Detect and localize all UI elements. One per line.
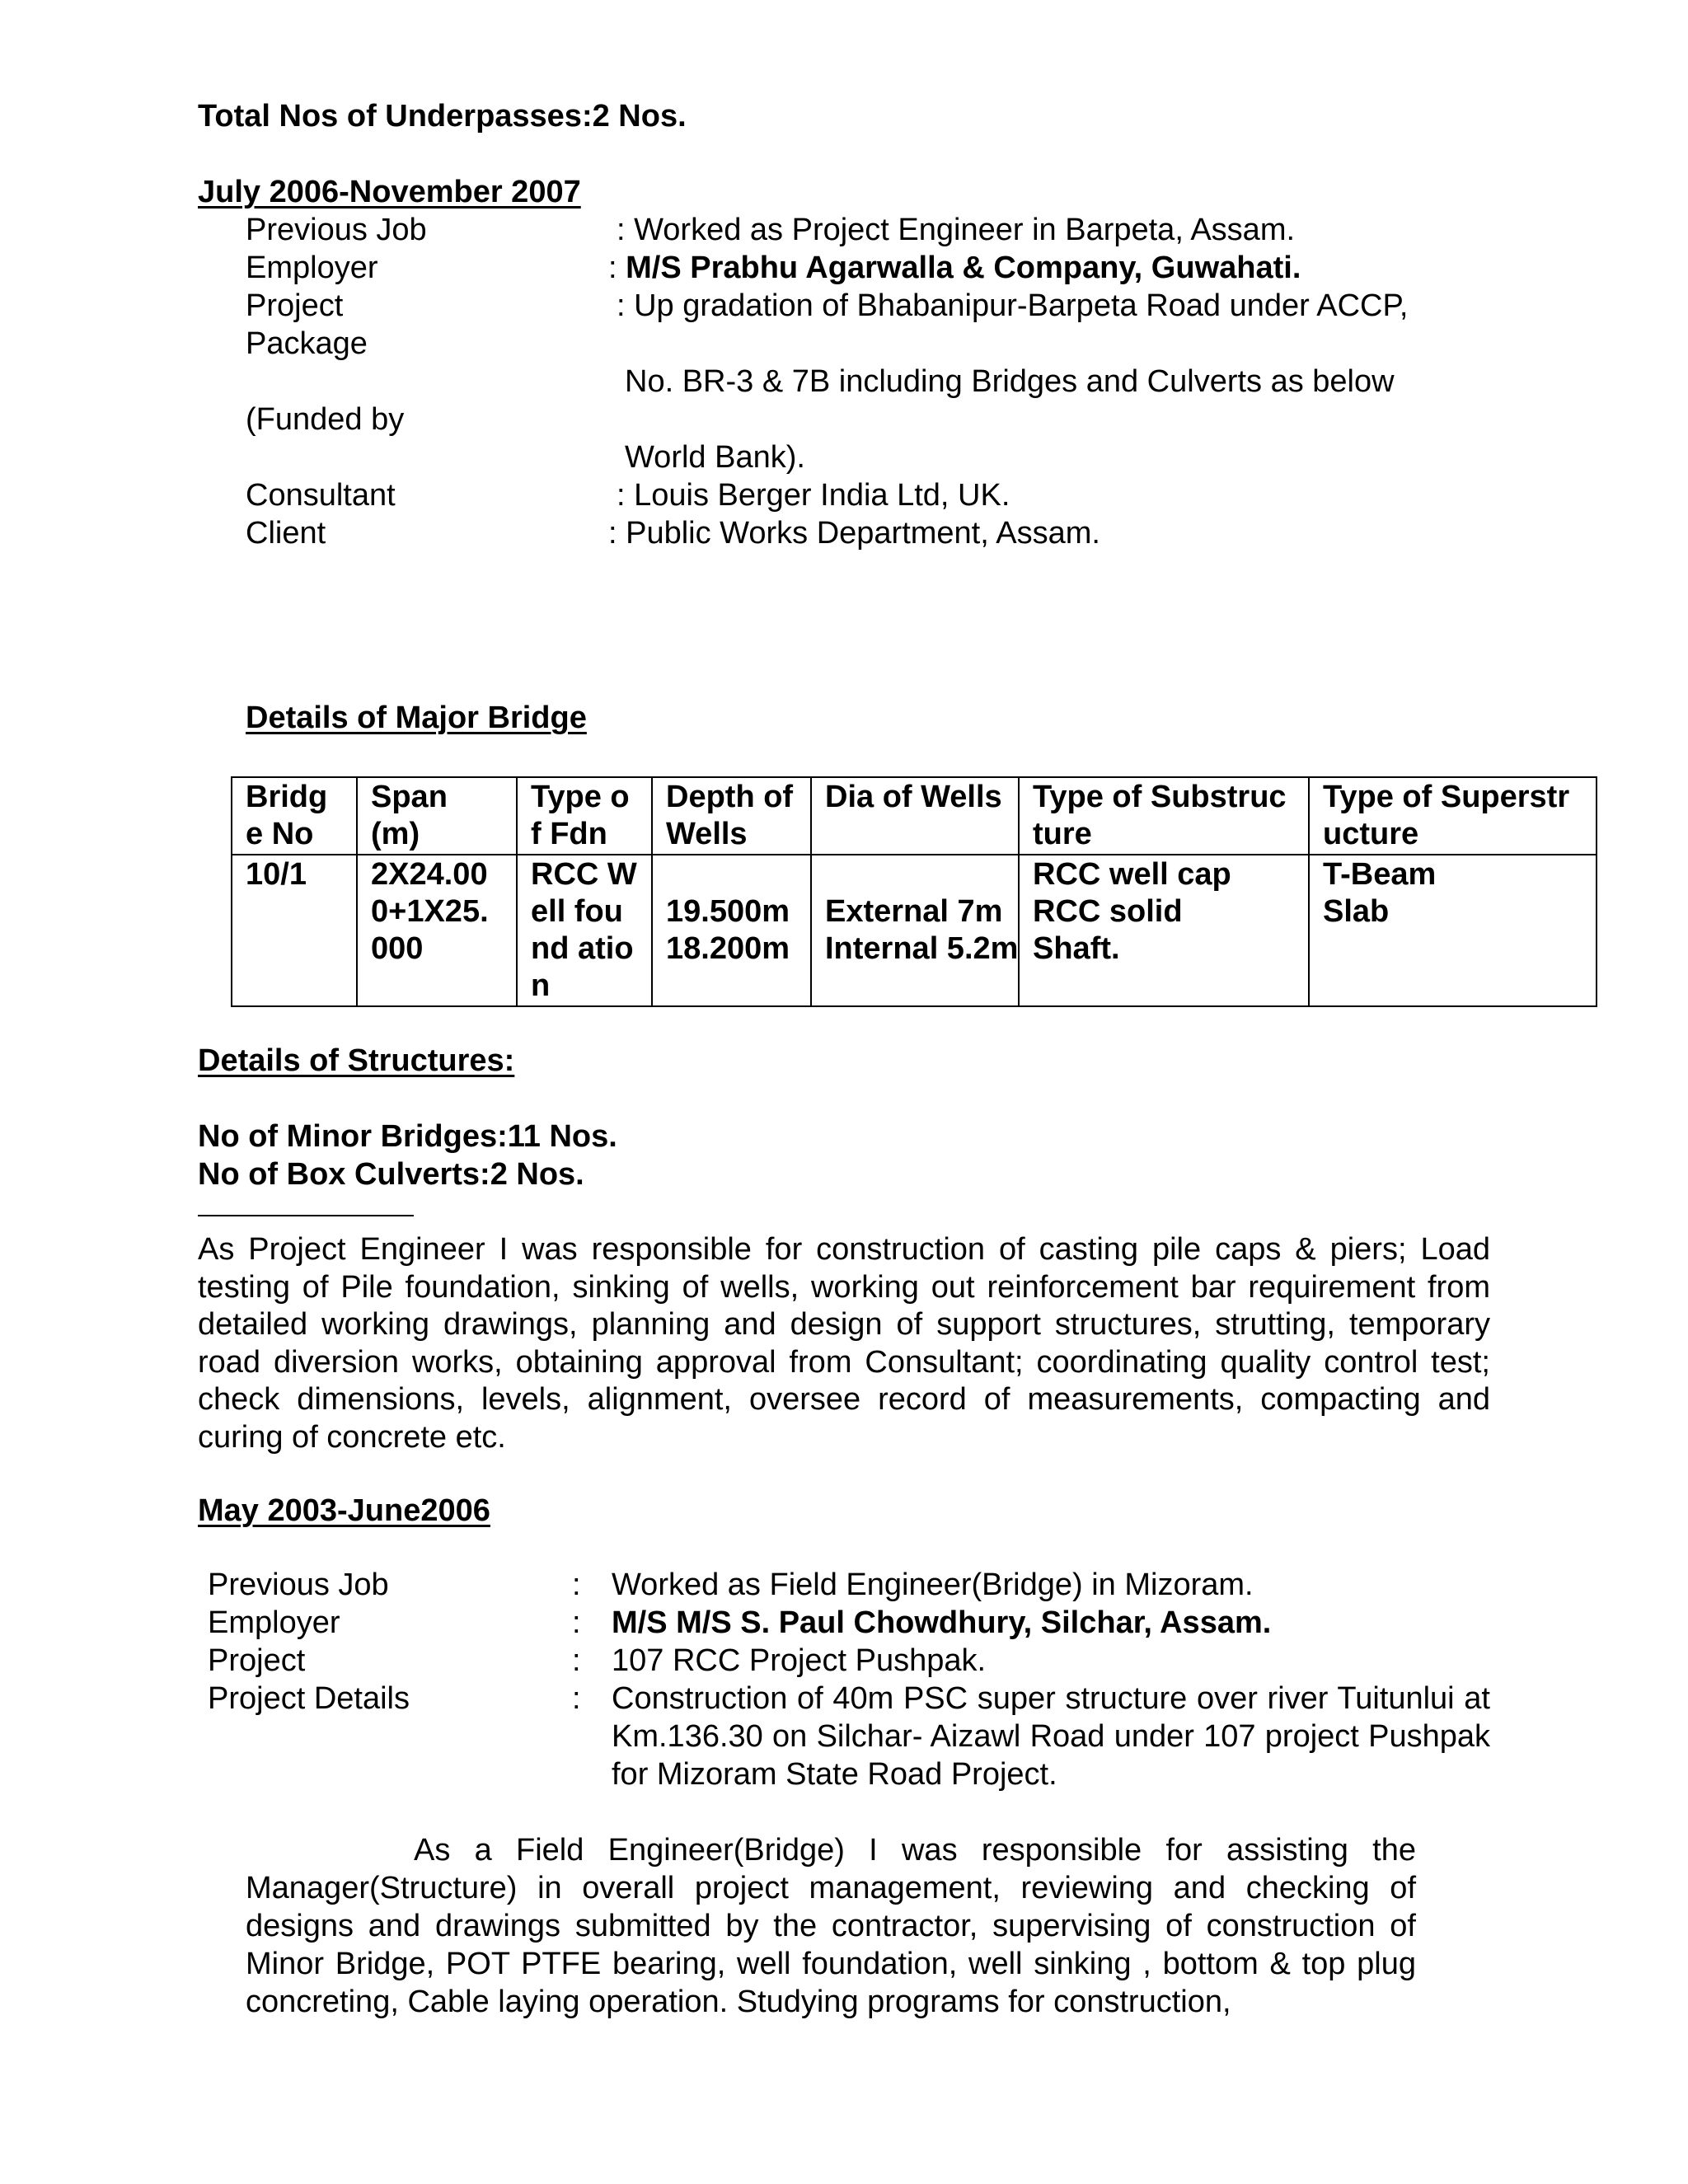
job1-period: July 2006-November 2007	[198, 175, 581, 209]
job1-label-previous-job: Previous Job	[246, 213, 427, 247]
job2-label-project: Project	[208, 1643, 306, 1678]
job1-value-client: : Public Works Department, Assam.	[608, 516, 1100, 551]
minor-bridges-count: No of Minor Bridges:11 Nos.	[198, 1119, 617, 1154]
cell-depth	[652, 855, 811, 1006]
header-span: Span (m)	[357, 777, 517, 855]
job2-value-employer: M/S M/S S. Paul Chowdhury, Silchar, Assam.	[612, 1605, 1272, 1640]
job2-value-previous-job: Worked as Field Engineer(Bridge) in Mizoram.	[612, 1568, 1254, 1602]
dia-value: Internal 5.2m	[825, 931, 1019, 966]
box-culverts-count: No of Box Culverts:2 Nos.	[198, 1157, 584, 1192]
job2-period: May 2003-June2006	[198, 1493, 490, 1528]
employer-name: M/S Prabhu Agarwalla & Company, Guwahati.	[626, 251, 1301, 285]
job2-label-employer: Employer	[208, 1605, 340, 1640]
job2-colon: :	[572, 1605, 581, 1640]
cell-superstructure	[1309, 855, 1597, 1006]
job2-responsibilities: As a Field Engineer(Bridge) I was responsible for assisting the Manager(Structure) in overall project management, reviewing and checking of designs and drawings submitted by the contractor, supervising of construction of Minor Bridge, POT PTFE bearing, well foundation, well sinking , bottom & top plug concreting, Cable laying operation. Studying programs for construction,	[246, 1833, 1416, 2019]
job2-colon: :	[572, 1643, 581, 1678]
table-row	[232, 855, 1597, 1006]
job1-value-project: : Up gradation of Bhabanipur-Barpeta Road under ACCP,	[617, 288, 1409, 323]
job1-label-consultant: Consultant	[246, 478, 396, 513]
table-header-row	[232, 777, 1597, 855]
substructure-value: RCC solid	[1033, 894, 1183, 929]
job1-responsibilities: As Project Engineer I was responsible for construction of casting pile caps & piers; Load testing of Pile foundation, sinking of wells, working out reinforcement bar requirement from detailed working drawings, planning and design of support structures, strutting, temporary road diversion works, obtaining approval from Consultant; coordinating quality control test; check dimensions, levels, alignment, oversee record of measurements, compacting and curing of concrete etc.	[198, 1232, 1490, 1455]
job2-value-project-details: Construction of 40m PSC super structure over river Tuitunlui at Km.136.30 on Silchar- Aizawl Road under 107 project Pushpak for Mizoram State Road Project.	[612, 1681, 1490, 1792]
dia-value: External 7m	[825, 894, 1003, 929]
header-depth-of-wells: Depth of Wells	[652, 777, 811, 855]
header-type-of-substructure: Type of Substructure	[1019, 777, 1309, 855]
job2-colon: :	[572, 1568, 581, 1602]
job1-label-client: Client	[246, 516, 326, 551]
cell-dia	[811, 855, 1019, 1006]
job1-label-package: Package	[246, 326, 368, 361]
job1-value-consultant: : Louis Berger India Ltd, UK.	[617, 478, 1010, 513]
colon: :	[608, 251, 626, 285]
superstructure-value: T-Beam	[1323, 857, 1437, 892]
cell-bridge-no: 10/1	[232, 855, 357, 1006]
cell-substructure	[1019, 855, 1309, 1006]
header-bridge-no: Bridg e No	[232, 777, 357, 855]
depth-value: 19.500m	[666, 894, 790, 929]
cell-fdn: RCC Well found ation	[517, 855, 652, 1006]
job2-value-project: 107 RCC Project Pushpak.	[612, 1643, 987, 1678]
job1-label-funded-by: (Funded by	[246, 402, 405, 437]
job1-value-employer	[608, 249, 1301, 287]
job2-colon: :	[572, 1681, 581, 1716]
job1-value-previous-job: : Worked as Project Engineer in Barpeta, Assam.	[617, 213, 1296, 247]
substructure-value: RCC well cap	[1033, 857, 1231, 892]
job2-label-previous-job: Previous Job	[208, 1568, 389, 1602]
header-type-of-fdn: Type of Fdn	[517, 777, 652, 855]
substructure-value: Shaft.	[1033, 931, 1120, 966]
job2-label-project-details: Project Details	[208, 1681, 410, 1716]
depth-value: 18.200m	[666, 931, 790, 966]
divider	[198, 1215, 414, 1216]
underpasses-count: Total Nos of Underpasses:2 Nos.	[198, 99, 687, 134]
job1-label-project: Project	[246, 288, 344, 323]
header-type-of-superstructure: Type of Superstructure	[1309, 777, 1597, 855]
major-bridge-heading: Details of Major Bridge	[246, 701, 587, 735]
superstructure-value: Slab	[1323, 894, 1390, 929]
header-dia-of-wells: Dia of Wells	[811, 777, 1019, 855]
structures-heading: Details of Structures:	[198, 1043, 515, 1078]
job1-value-funded-by: World Bank).	[625, 440, 805, 475]
cell-span: 2X24.000+1X25.000	[357, 855, 517, 1006]
job1-label-employer: Employer	[246, 251, 378, 285]
job1-value-package: No. BR-3 & 7B including Bridges and Culverts as below	[625, 364, 1395, 399]
major-bridge-table	[231, 776, 1597, 1007]
